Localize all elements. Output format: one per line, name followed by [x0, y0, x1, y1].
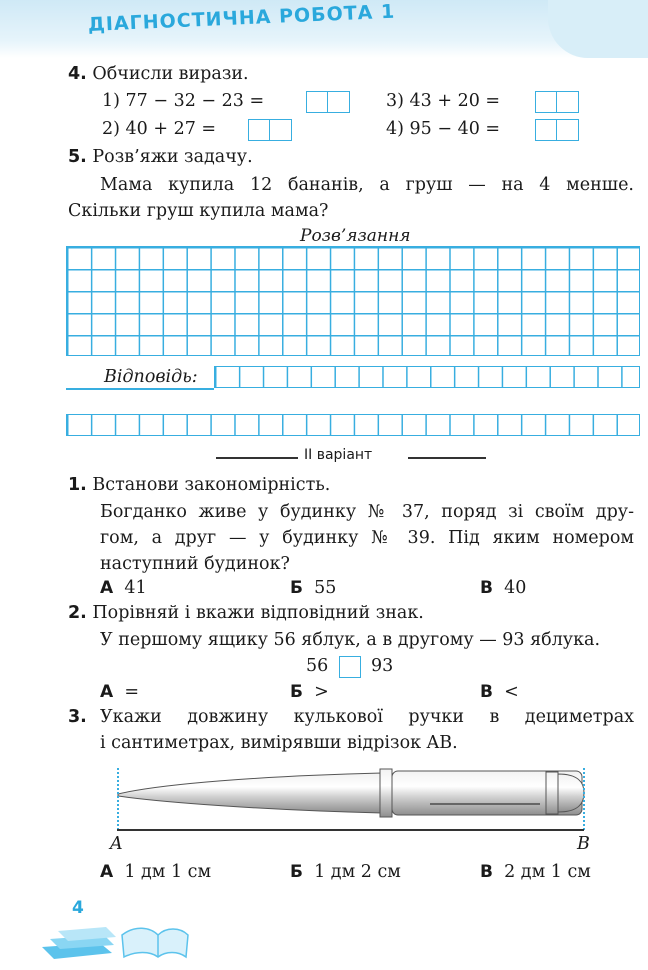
- q2-number: 2.: [68, 603, 87, 623]
- point-b-guide: [583, 768, 585, 830]
- task5-line2: Скільки груш купила мама?: [68, 201, 329, 221]
- q2-option-c[interactable]: [480, 684, 519, 702]
- option-letter: А: [100, 578, 114, 598]
- solution-label: Розв’язання: [300, 226, 411, 246]
- answer-strip-2[interactable]: [66, 414, 640, 436]
- option-value: 40: [504, 578, 527, 598]
- divider-right: [408, 457, 486, 459]
- q2-right-number: 93: [371, 656, 394, 676]
- q3-option-b[interactable]: [290, 864, 401, 882]
- option-value: =: [124, 682, 139, 702]
- q1-option-c[interactable]: [480, 580, 526, 598]
- item-expression: 77 − 32 − 23 =: [125, 91, 265, 111]
- task4-heading: [68, 66, 249, 84]
- q3-option-c[interactable]: [480, 864, 591, 882]
- option-value: 41: [124, 578, 147, 598]
- answer-box-1[interactable]: [306, 91, 350, 113]
- option-value: 1 дм 2 см: [314, 862, 401, 882]
- task5-title: Розв’яжи задачу.: [92, 147, 253, 167]
- option-value: >: [314, 682, 329, 702]
- q3-number: 3.: [68, 707, 87, 727]
- answer-strip[interactable]: [214, 366, 640, 388]
- task4-item-4: [386, 121, 500, 139]
- q1-number: 1.: [68, 475, 87, 495]
- page-number: 4: [72, 898, 84, 918]
- solution-grid[interactable]: [66, 246, 640, 356]
- segment-ab: [117, 829, 584, 831]
- answer-box-2[interactable]: [248, 119, 292, 141]
- books-icon: [30, 905, 190, 965]
- task4-item-1: [102, 93, 264, 111]
- option-letter: В: [480, 862, 493, 882]
- task5-number: 5.: [68, 147, 87, 167]
- point-a-label: A: [110, 834, 123, 854]
- q2-option-a[interactable]: [100, 684, 139, 702]
- q1-option-b[interactable]: [290, 580, 336, 598]
- task4-number: 4.: [68, 64, 87, 84]
- option-letter: Б: [290, 862, 303, 882]
- item-number: 4): [386, 119, 404, 139]
- q2-line1: У першому ящику 56 яблук, а в другому — 93 яблука.: [100, 630, 601, 650]
- option-letter: А: [100, 682, 114, 702]
- answer-box-3[interactable]: [535, 91, 579, 113]
- pen-illustration: [100, 760, 600, 840]
- item-number: 1): [102, 91, 120, 111]
- page-title: ДІАГНОСТИЧНА РОБОТА 1: [87, 0, 396, 36]
- point-b-label: B: [577, 834, 590, 854]
- q1-line3: наступний будинок?: [100, 554, 290, 574]
- answer-label: Відповідь:: [104, 367, 198, 387]
- point-a-guide: [117, 768, 119, 830]
- option-value: <: [504, 682, 519, 702]
- option-value: 1 дм 1 см: [124, 862, 212, 882]
- q2-option-b[interactable]: [290, 684, 329, 702]
- q3-heading: [68, 709, 87, 727]
- option-letter: В: [480, 682, 493, 702]
- option-value: 2 дм 1 см: [504, 862, 591, 882]
- compare-box[interactable]: [339, 656, 361, 678]
- option-value: 55: [314, 578, 337, 598]
- q1-option-a[interactable]: [100, 580, 147, 598]
- answer-box-4[interactable]: [535, 119, 579, 141]
- answer-underline: [66, 388, 214, 390]
- variant-label: ІІ варіант: [304, 447, 373, 463]
- q2-heading: [68, 605, 424, 623]
- task4-item-3: [386, 93, 500, 111]
- q1-line1: Богданко живе у будинку № 37, поряд зі своїм дру-: [100, 502, 634, 522]
- q1-line2: гом, а друг — у будинку № 39. Під яким номером: [100, 528, 634, 548]
- item-expression: 40 + 27 =: [125, 119, 217, 139]
- item-expression: 43 + 20 =: [409, 91, 501, 111]
- task5-heading: [68, 149, 253, 167]
- task5-line1: Мама купила 12 бананів, а груш — на 4 менше.: [100, 175, 634, 195]
- option-letter: Б: [290, 682, 303, 702]
- q2-title: Порівняй і вкажи відповідний знак.: [92, 603, 424, 623]
- q3-line2: і сантиметрах, вимірявши відрізок AB.: [100, 733, 458, 753]
- task4-item-2: [102, 121, 216, 139]
- item-number: 3): [386, 91, 404, 111]
- item-expression: 95 − 40 =: [409, 119, 501, 139]
- option-letter: А: [100, 862, 114, 882]
- q2-left-number: 56: [306, 656, 329, 676]
- option-letter: Б: [290, 578, 303, 598]
- q1-heading: [68, 477, 330, 495]
- q3-option-a[interactable]: [100, 864, 211, 882]
- option-letter: В: [480, 578, 493, 598]
- item-number: 2): [102, 119, 120, 139]
- divider-left: [216, 457, 298, 459]
- task4-title: Обчисли вирази.: [92, 64, 249, 84]
- q1-title: Встанови закономірність.: [92, 475, 331, 495]
- q3-line1: Укажи довжину кулькової ручки в дециметрах: [100, 707, 634, 727]
